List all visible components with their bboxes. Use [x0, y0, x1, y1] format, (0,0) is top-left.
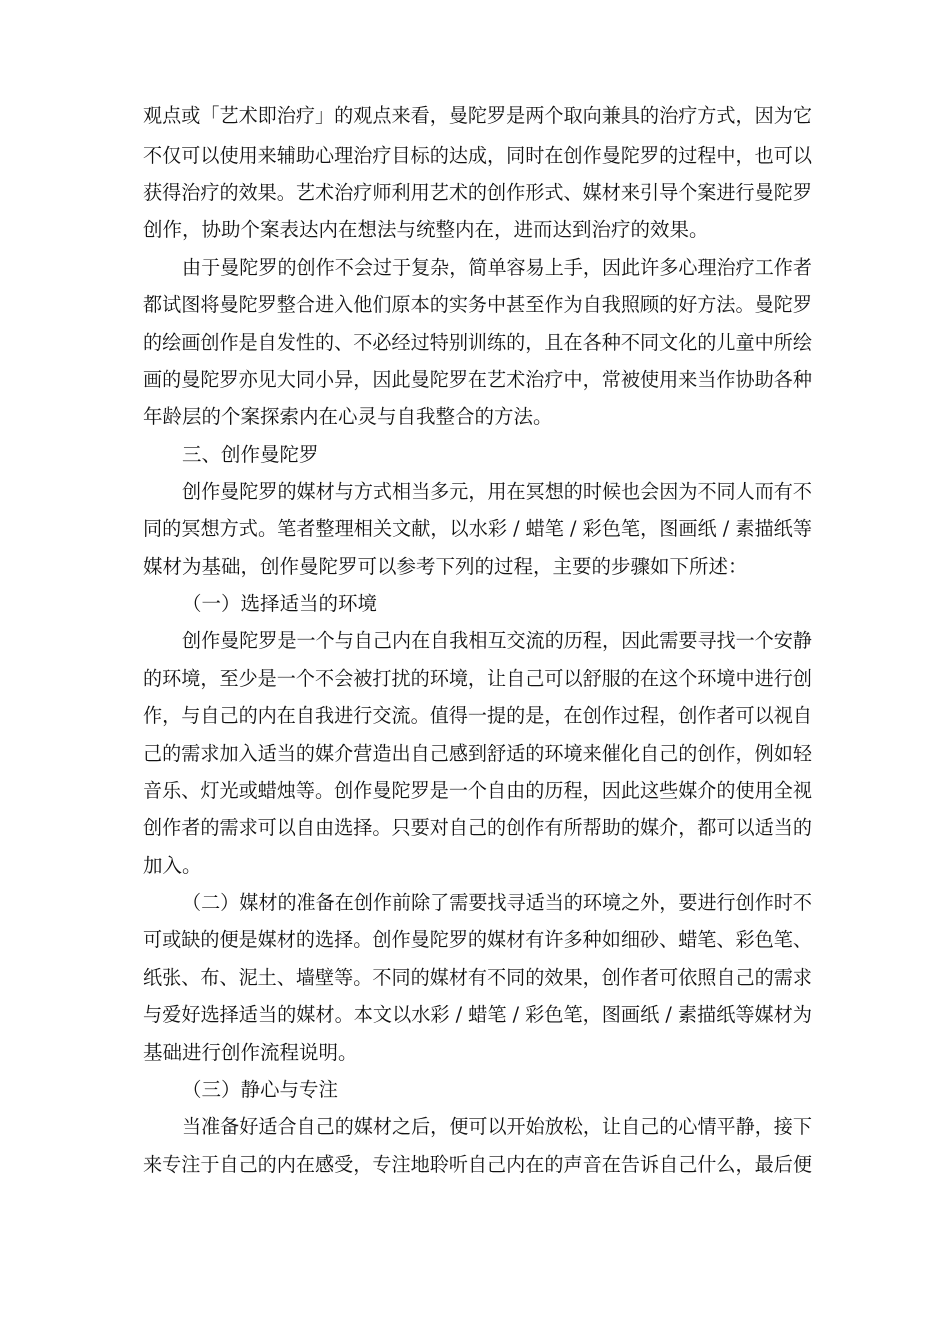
body-text-line: 媒材为基础，创作曼陀罗可以参考下列的过程，主要的步骤如下所述： [143, 555, 748, 578]
body-text-line: 可或缺的便是媒材的选择。创作曼陀罗的媒材有许多种如细砂、蜡笔、彩色笔、 [143, 928, 813, 951]
body-text-line: 当准备好适合自己的媒材之后，便可以开始放松，让自己的心情平静，接下 [182, 1115, 813, 1138]
subsection-heading: （一）选择适当的环境 [182, 592, 378, 615]
body-text-line: 的环境，至少是一个不会被打扰的环境，让自己可以舒服的在这个环境中进行创 [143, 667, 813, 690]
body-text-line: 创作曼陀罗是一个与自己内在自我相互交流的历程，因此需要寻找一个安静 [182, 629, 813, 652]
body-text-line: 由于曼陀罗的创作不会过于复杂，简单容易上手，因此许多心理治疗工作者 [182, 256, 813, 279]
body-text-line: 与爱好选择适当的媒材。本文以水彩 / 蜡笔 / 彩色笔，图画纸 / 素描纸等媒材为 [143, 1003, 812, 1026]
body-text-line: 都试图将曼陀罗整合进入他们原本的实务中甚至作为自我照顾的好方法。曼陀罗 [143, 293, 813, 316]
body-text-line: 观点或「艺术即治疗」的观点来看，曼陀罗是两个取向兼具的治疗方式，因为它 [143, 104, 813, 127]
body-text-line: 创作，协助个案表达内在想法与统整内在，进而达到治疗的效果。 [143, 218, 709, 241]
subsection-paragraph-line: （二）媒材的准备在创作前除了需要找寻适当的环境之外，要进行创作时不 [182, 891, 813, 914]
body-text-line: 创作者的需求可以自由选择。只要对自己的创作有所帮助的媒介，都可以适当的 [143, 816, 813, 839]
section-heading: 三、创作曼陀罗 [182, 443, 319, 466]
body-text-line: 纸张、布、泥土、墙壁等。不同的媒材有不同的效果，创作者可依照自己的需求 [143, 966, 813, 989]
body-text-line: 获得治疗的效果。艺术治疗师利用艺术的创作形式、媒材来引导个案进行曼陀罗 [143, 181, 813, 204]
body-text-line: 加入。 [143, 854, 202, 877]
body-text-line: 不仅可以使用来辅助心理治疗目标的达成，同时在创作曼陀罗的过程中，也可以 [143, 144, 813, 167]
body-text-line: 音乐、灯光或蜡烛等。创作曼陀罗是一个自由的历程，因此这些媒介的使用全视 [143, 779, 813, 802]
subsection-heading: （三）静心与专注 [182, 1078, 339, 1101]
body-text-line: 己的需求加入适当的媒介营造出自己感到舒适的环境来催化自己的创作，例如轻 [143, 742, 813, 765]
body-text-line: 来专注于自己的内在感受，专注地聆听自己内在的声音在告诉自己什么，最后便 [143, 1153, 813, 1176]
body-text-line: 作，与自己的内在自我进行交流。值得一提的是，在创作过程，创作者可以视自 [143, 704, 813, 727]
body-text-line: 的绘画创作是自发性的、不必经过特别训练的，且在各种不同文化的儿童中所绘 [143, 331, 813, 354]
body-text-line: 创作曼陀罗的媒材与方式相当多元，用在冥想的时候也会因为不同人而有不 [182, 480, 813, 503]
body-text-line: 基础进行创作流程说明。 [143, 1041, 358, 1064]
body-text-line: 同的冥想方式。笔者整理相关文献，以水彩 / 蜡笔 / 彩色笔，图画纸 / 素描纸等 [143, 517, 812, 540]
body-text-line: 画的曼陀罗亦见大同小异，因此曼陀罗在艺术治疗中，常被使用来当作协助各种 [143, 368, 813, 391]
body-text-line: 年龄层的个案探索内在心灵与自我整合的方法。 [143, 405, 553, 428]
